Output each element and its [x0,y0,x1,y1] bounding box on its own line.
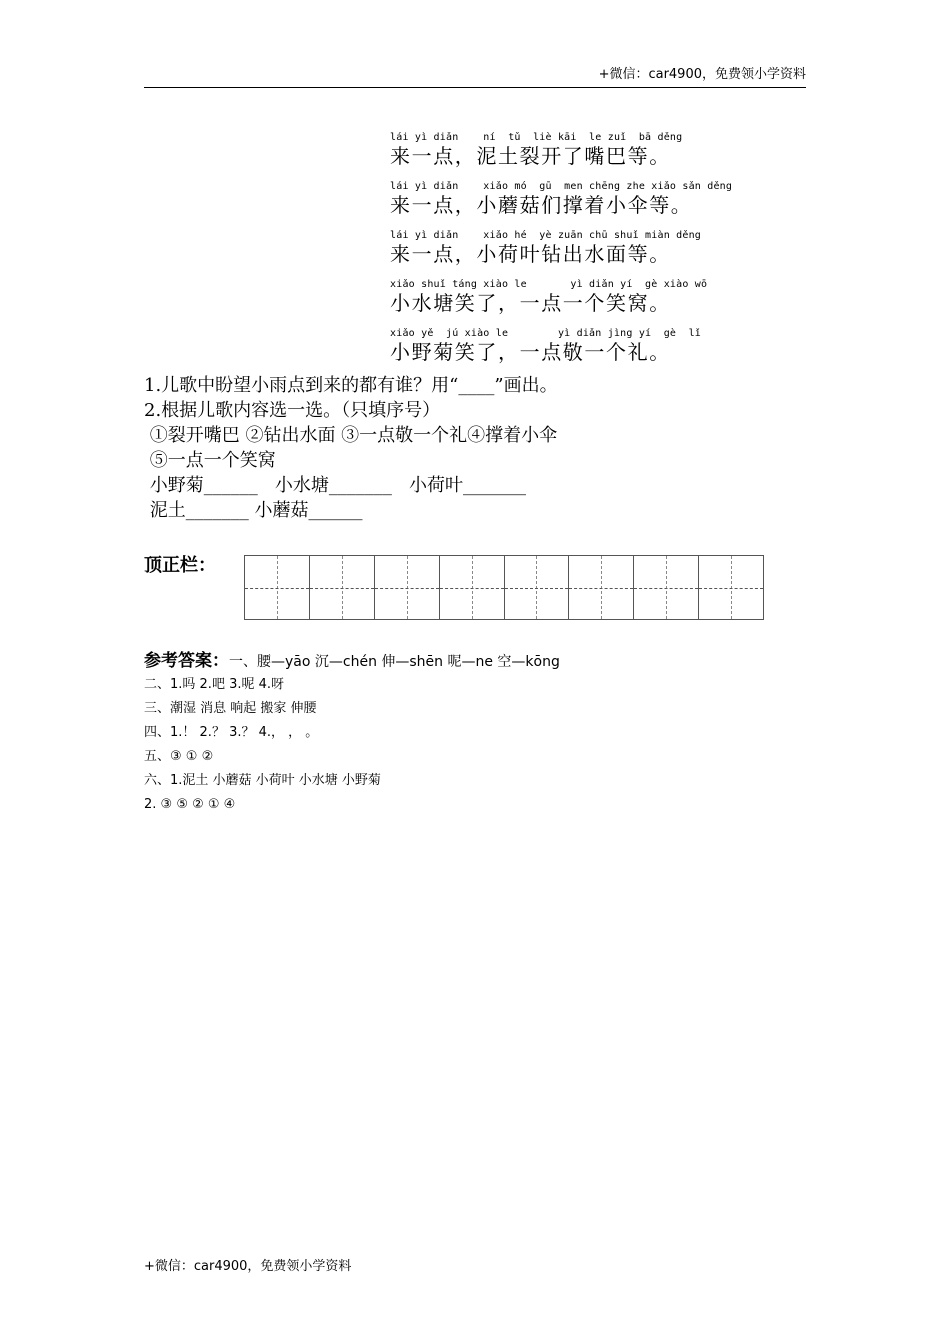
poem-line [390,181,810,230]
hanzi-line: 小水塘笑了，一点一个笑窝。 [390,291,671,315]
hanzi-line: 小野菊笑了，一点敬一个礼。 [390,340,671,364]
pinyin-line: xiǎo shuǐ táng xiào le yì diǎn yí gè xiào wō [390,279,708,290]
writing-cell[interactable] [634,556,699,619]
writing-cell[interactable] [245,556,310,619]
poem-line [390,230,810,279]
poem-line [390,328,810,377]
pinyin-line: lái yì diǎn ní tǔ liè kāi le zuǐ bā děng [390,132,683,143]
question-1: 1.儿歌中盼望小雨点到来的都有谁？用“____”画出。 [144,375,558,396]
poem-line [390,279,810,328]
correction-label: 顶正栏： [144,555,216,576]
pinyin-line: lái yì diǎn xiǎo mó gū men chēng zhe xiǎo sǎn děng [390,181,733,192]
hanzi-line: 来一点，小荷叶钻出水面等。 [390,242,671,266]
answer-line: 五、③ ① ② [144,749,214,764]
question-2: 2.根据儿歌内容选一选。（只填序号） [144,400,441,421]
poem-line [390,132,810,181]
options-line-2: ⑤一点一个笑窝 [144,450,276,471]
answer-line: 三、潮湿 消息 响起 搬家 伸腰 [144,701,317,716]
options-line-1: ①裂开嘴巴 ②钻出水面 ③一点敬一个礼④撑着小伞 [144,425,558,446]
pinyin-line: xiǎo yě jú xiào le yì diǎn jìng yí gè lǐ [390,328,702,339]
hanzi-line: 来一点，小蘑菇们撑着小伞等。 [390,193,693,217]
writing-cell[interactable] [569,556,634,619]
writing-cell[interactable] [375,556,440,619]
writing-cell[interactable] [699,556,763,619]
answer-line: 六、1.泥土 小蘑菇 小荷叶 小水塘 小野菊 [144,773,381,788]
writing-cell[interactable] [310,556,375,619]
footer-text: +微信：car4900，免费领小学资料 [144,1259,352,1274]
header-text: +微信：car4900，免费领小学资料 [598,67,806,82]
answer-line [144,650,804,673]
answer-text: 一、腰—yāo 沉—chén 伸—shēn 呢—ne 空—kōng [229,654,560,670]
hanzi-line: 来一点，泥土裂开了嘴巴等。 [390,144,671,168]
answer-key [144,650,804,817]
fill-line-2: 泥土_______ 小蘑菇______ [144,500,363,521]
writing-cell[interactable] [440,556,505,619]
fill-line-1: 小野菊______ 小水塘_______ 小荷叶_______ [144,475,527,496]
page-footer [144,1258,351,1276]
pinyin-line: lái yì diǎn xiǎo hé yè zuān chū shuǐ miàn děng [390,230,702,241]
answer-line: 2. ③ ⑤ ② ① ④ [144,797,236,812]
answer-line: 二、1.吗 2.吧 3.呢 4.呀 [144,677,285,692]
writing-cell[interactable] [505,556,570,619]
poem-block [390,132,810,377]
correction-grid [244,555,764,620]
answer-title: 参考答案： [144,651,229,671]
answer-line: 四、1.！ 2.？ 3.？ 4.， ， 。 [144,725,319,740]
page-header [144,64,806,88]
